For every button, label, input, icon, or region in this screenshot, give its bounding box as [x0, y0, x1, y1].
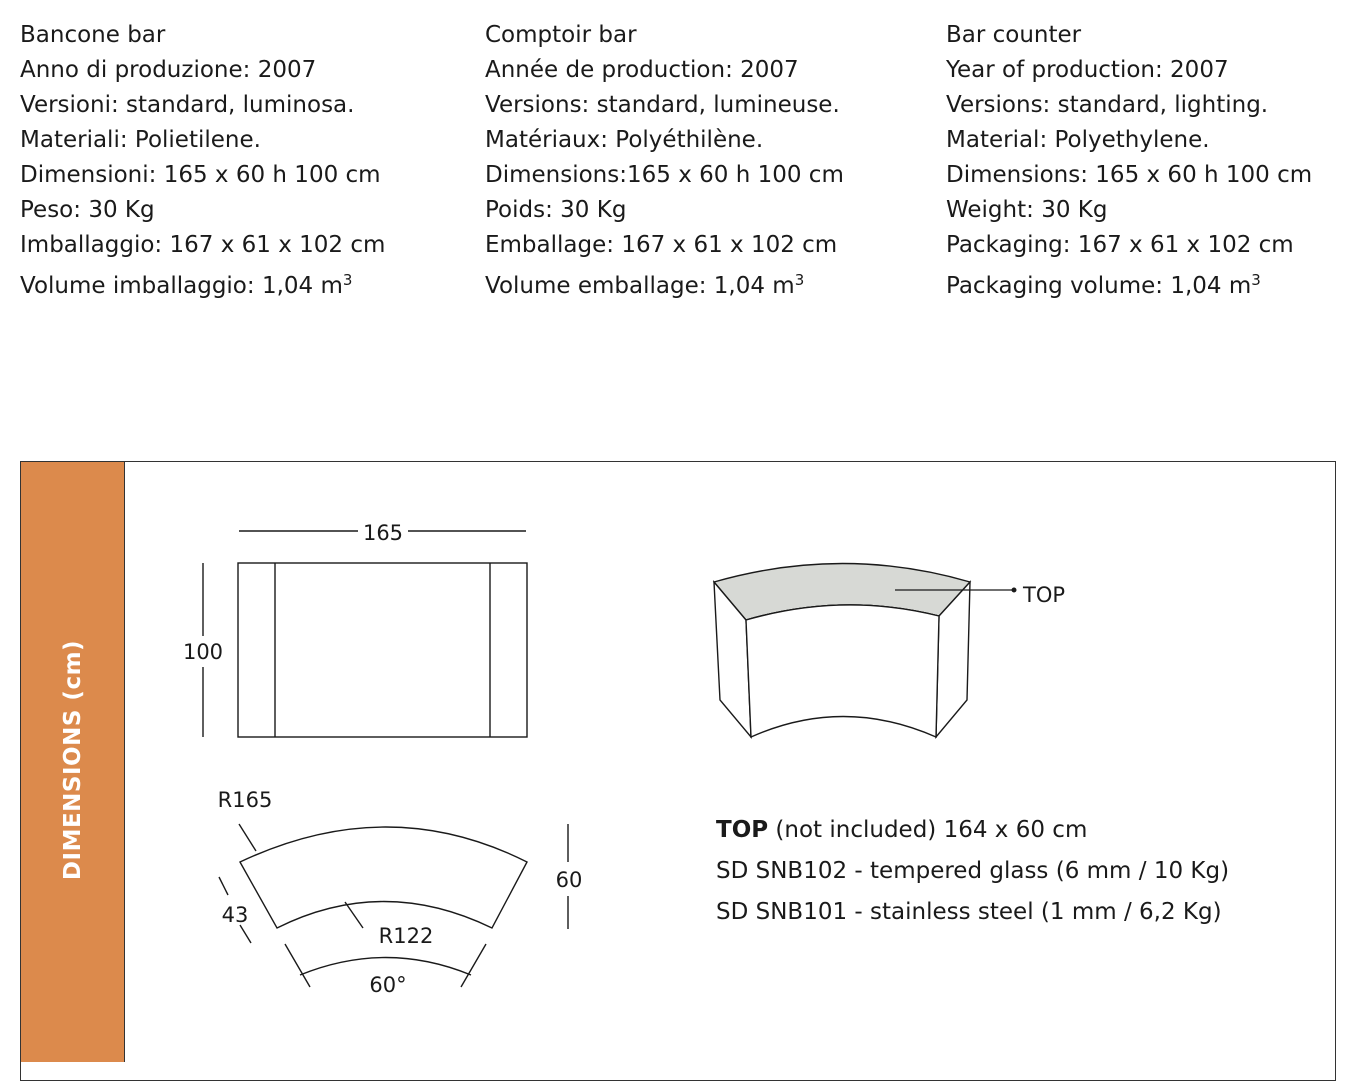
- spec-versions: Versioni: standard, luminosa.: [20, 92, 355, 118]
- top-note-heading-line: [716, 810, 1229, 851]
- spec-weight: Weight: 30 Kg: [946, 197, 1108, 223]
- top-note-glass: SD SNB102 - tempered glass (6 mm / 10 Kg): [716, 858, 1230, 884]
- spec-packaging: Imballaggio: 167 x 61 x 102 cm: [20, 232, 386, 258]
- spec-volume-exponent: 3: [794, 271, 805, 289]
- top-notes: [716, 810, 1229, 933]
- height-label: 100: [182, 640, 224, 664]
- depth-label: 60: [555, 868, 583, 892]
- angle-label: 60°: [369, 973, 407, 997]
- top-leader-dot: [1012, 588, 1016, 592]
- spec-versions: Versions: standard, lighting.: [946, 92, 1269, 118]
- plan-view-drawing: [219, 824, 568, 987]
- spec-weight: Poids: 30 Kg: [485, 197, 627, 223]
- side-label: 43: [221, 903, 249, 927]
- front-outline: [238, 563, 527, 737]
- spec-year: Anno di produzione: 2007: [20, 57, 317, 83]
- spec-material: Materiali: Polietilene.: [20, 127, 261, 153]
- plan-outline: [240, 827, 527, 928]
- top-note-steel: SD SNB101 - stainless steel (1 mm / 6,2 Kg): [716, 899, 1222, 925]
- inner-radius-leader: [345, 902, 363, 928]
- spec-title: Bancone bar: [20, 22, 166, 48]
- spec-year: Year of production: 2007: [946, 57, 1229, 83]
- spec-title: Bar counter: [946, 22, 1082, 48]
- angle-leader-left: [285, 944, 310, 987]
- spec-volume-text: Volume imballaggio: 1,04 m: [20, 273, 343, 299]
- side-dimension-line-top: [219, 877, 228, 895]
- spec-dimensions: Dimensions:165 x 60 h 100 cm: [485, 162, 844, 188]
- spec-packaging: Emballage: 167 x 61 x 102 cm: [485, 232, 838, 258]
- width-label: 165: [362, 521, 404, 545]
- outer-radius-leader: [239, 824, 256, 851]
- spec-volume-text: Volume emballage: 1,04 m: [485, 273, 795, 299]
- spec-year: Année de production: 2007: [485, 57, 799, 83]
- front-view-drawing: [203, 531, 527, 737]
- spec-dimensions: Dimensioni: 165 x 60 h 100 cm: [20, 162, 381, 188]
- top-note-heading: TOP: [716, 817, 769, 843]
- spec-volume-exponent: 3: [342, 271, 353, 289]
- iso-front-face: [746, 605, 939, 737]
- spec-material: Matériaux: Polyéthilène.: [485, 127, 764, 153]
- spec-title: Comptoir bar: [485, 22, 637, 48]
- side-dimension-line-bottom: [240, 925, 251, 943]
- top-callout-label: TOP: [1023, 583, 1066, 607]
- spec-volume-text: Packaging volume: 1,04 m: [946, 273, 1252, 299]
- spec-material: Material: Polyethylene.: [946, 127, 1210, 153]
- inner-radius-label: R122: [378, 924, 434, 948]
- top-note-heading-rest: (not included) 164 x 60 cm: [768, 817, 1088, 843]
- outer-radius-label: R165: [217, 788, 273, 812]
- spec-volume-exponent: 3: [1251, 271, 1261, 289]
- spec-dimensions: Dimensions: 165 x 60 h 100 cm: [946, 162, 1313, 188]
- spec-versions: Versions: standard, lumineuse.: [485, 92, 840, 118]
- dimensions-label: DIMENSIONS (cm): [60, 639, 86, 881]
- angle-leader-right: [461, 944, 486, 987]
- iso-view-drawing: [714, 564, 1016, 738]
- spec-packaging: Packaging: 167 x 61 x 102 cm: [946, 232, 1294, 258]
- spec-weight: Peso: 30 Kg: [20, 197, 155, 223]
